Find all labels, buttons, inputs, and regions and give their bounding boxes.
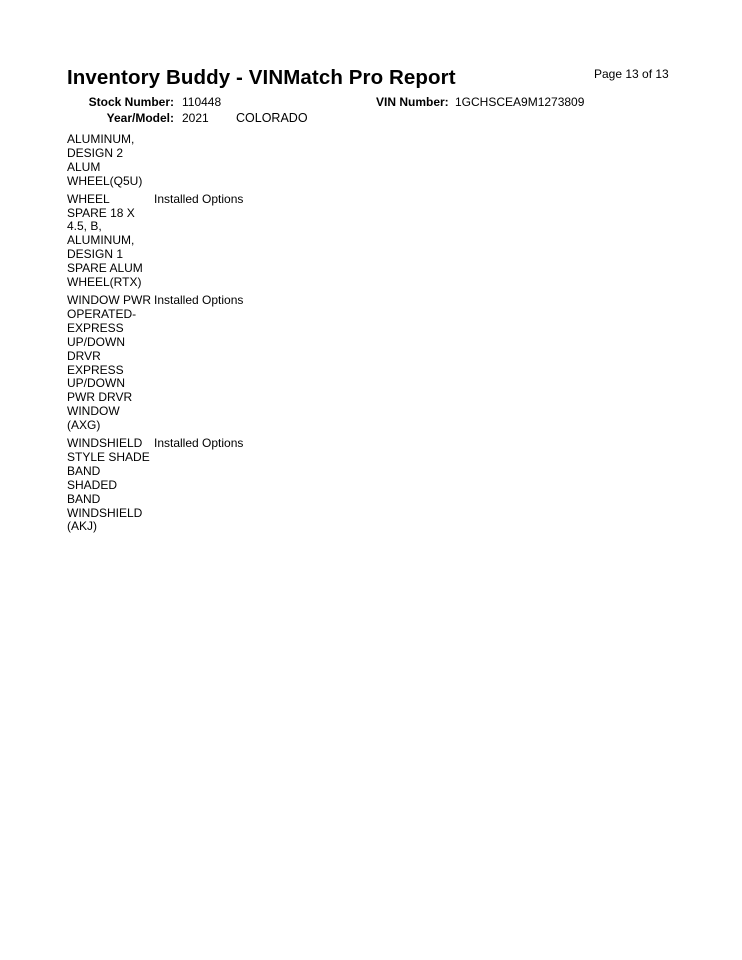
option-name [67, 294, 153, 433]
option-name-line: WINDOW [67, 404, 120, 419]
stock-number-label: Stock Number: [88, 95, 174, 109]
model-value: COLORADO [236, 111, 308, 125]
option-name-line: BAND [67, 491, 101, 506]
option-name-line: BAND [67, 463, 101, 478]
option-name-line: ALUMINUM, [67, 132, 135, 146]
option-name-line: (AXG) [67, 418, 101, 433]
page-number: Page 13 of 13 [594, 67, 669, 81]
option-name-line: WHEEL [67, 191, 110, 206]
option-name [67, 437, 153, 534]
option-type: Installed Options [154, 191, 244, 206]
option-row [67, 133, 367, 189]
option-name-line: (AKJ) [67, 519, 97, 534]
option-name-line: WINDOW PWR [67, 292, 151, 307]
vin-number-label: VIN Number: [376, 95, 449, 109]
option-name-line: ALUMINUM, [67, 233, 135, 248]
option-name-line: ALUM [67, 159, 101, 174]
option-name-line: WINDSHIELD [67, 436, 143, 451]
option-name-line: PWR DRVR [67, 390, 133, 405]
option-name-line: DESIGN 2 [67, 145, 124, 160]
option-name-line: SHADED [67, 477, 118, 492]
option-name-line: WHEEL(Q5U) [67, 173, 143, 188]
option-row [67, 437, 367, 534]
year-value: 2021 [182, 111, 209, 125]
option-name-line: UP/DOWN [67, 334, 125, 349]
option-name-line: UP/DOWN [67, 376, 125, 391]
option-name-line: WHEEL(RTX) [67, 275, 142, 290]
option-name-line: 4.5, B, [67, 219, 102, 234]
option-name-line: SPARE 18 X [67, 205, 135, 220]
year-model-label: Year/Model: [106, 111, 174, 125]
option-name-line: OPERATED- [67, 306, 137, 321]
option-row [67, 294, 367, 433]
option-name [67, 193, 153, 290]
vin-number-value: 1GCHSCEA9M1273809 [455, 95, 585, 109]
option-name-line: EXPRESS [67, 320, 124, 335]
option-name-line: DESIGN 1 [67, 247, 124, 262]
option-name [67, 133, 153, 189]
option-row [67, 193, 367, 290]
options-list [67, 133, 367, 538]
option-name-line: EXPRESS [67, 362, 124, 377]
option-type: Installed Options [154, 292, 244, 307]
report-title: Inventory Buddy - VINMatch Pro Report [67, 66, 456, 89]
stock-number-value: 110448 [182, 95, 222, 109]
option-name-line: DRVR [67, 348, 101, 363]
option-name-line: SPARE ALUM [67, 261, 143, 276]
option-name-line: WINDSHIELD [67, 505, 143, 520]
option-name-line: STYLE SHADE [67, 449, 150, 464]
option-type: Installed Options [154, 436, 244, 451]
